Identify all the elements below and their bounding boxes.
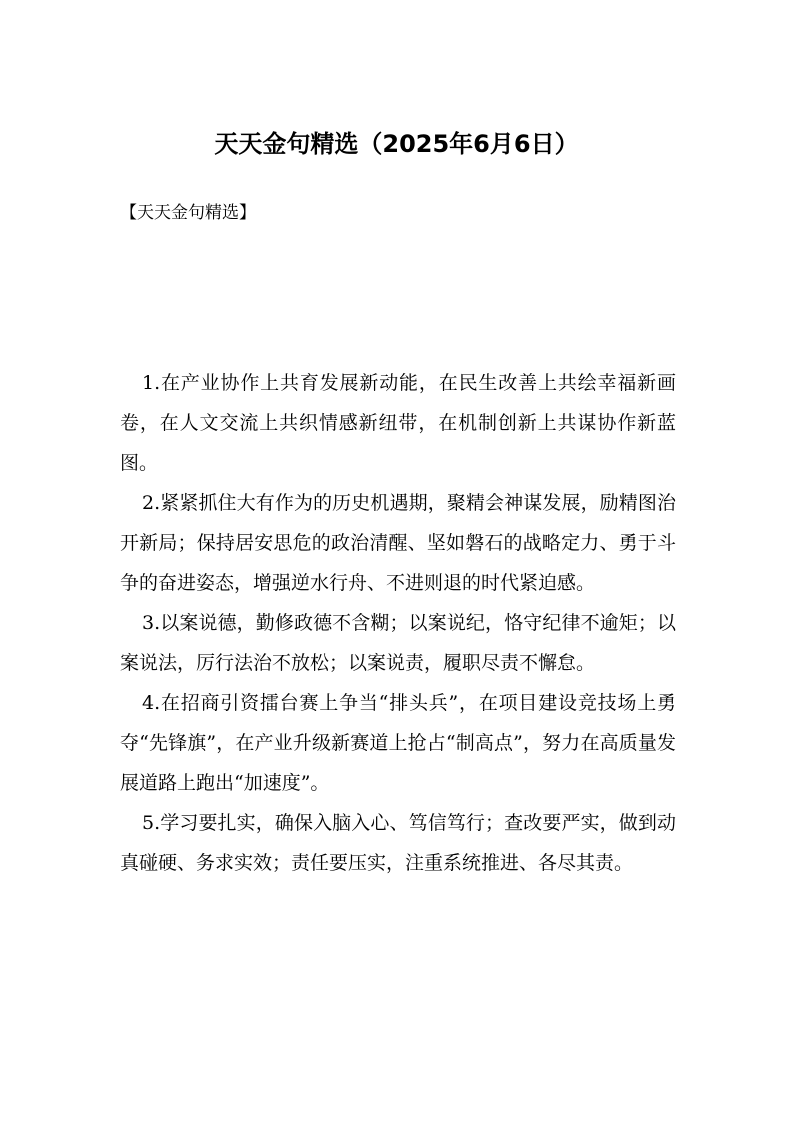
section-label: 【天天金句精选】 <box>120 203 256 223</box>
quote-paragraph-2: 2.紧紧抓住大有作为的历史机遇期，聚精会神谋发展，励精图治开新局；保持居安思危的政治清醒、坚如磐石的战略定力、勇于斗争的奋进姿态，增强逆水行舟、不进则退的时代紧迫感。 <box>120 492 676 594</box>
quote-paragraph-1: 1.在产业协作上共育发展新动能，在民生改善上共绘幸福新画卷，在人文交流上共织情感新纽带，在机制创新上共谋协作新蓝图。 <box>120 372 676 474</box>
quote-paragraph-4: 4.在招商引资擂台赛上争当“排头兵”，在项目建设竞技场上勇夺“先锋旗”，在产业升级新赛道上抢占“制高点”，努力在高质量发展道路上跑出“加速度”。 <box>120 692 676 794</box>
document-body <box>120 363 676 883</box>
quote-paragraph-3: 3.以案说德，勤修政德不含糊；以案说纪，恪守纪律不逾矩；以案说法，厉行法治不放松；以案说责，履职尽责不懈怠。 <box>120 612 676 674</box>
quote-paragraph-5: 5.学习要扎实，确保入脑入心、笃信笃行；查改要严实，做到动真碰硬、务求实效；责任要压实，注重系统推进、各尽其责。 <box>120 812 676 874</box>
document-title: 天天金句精选（2025年6月6日） <box>214 130 579 158</box>
